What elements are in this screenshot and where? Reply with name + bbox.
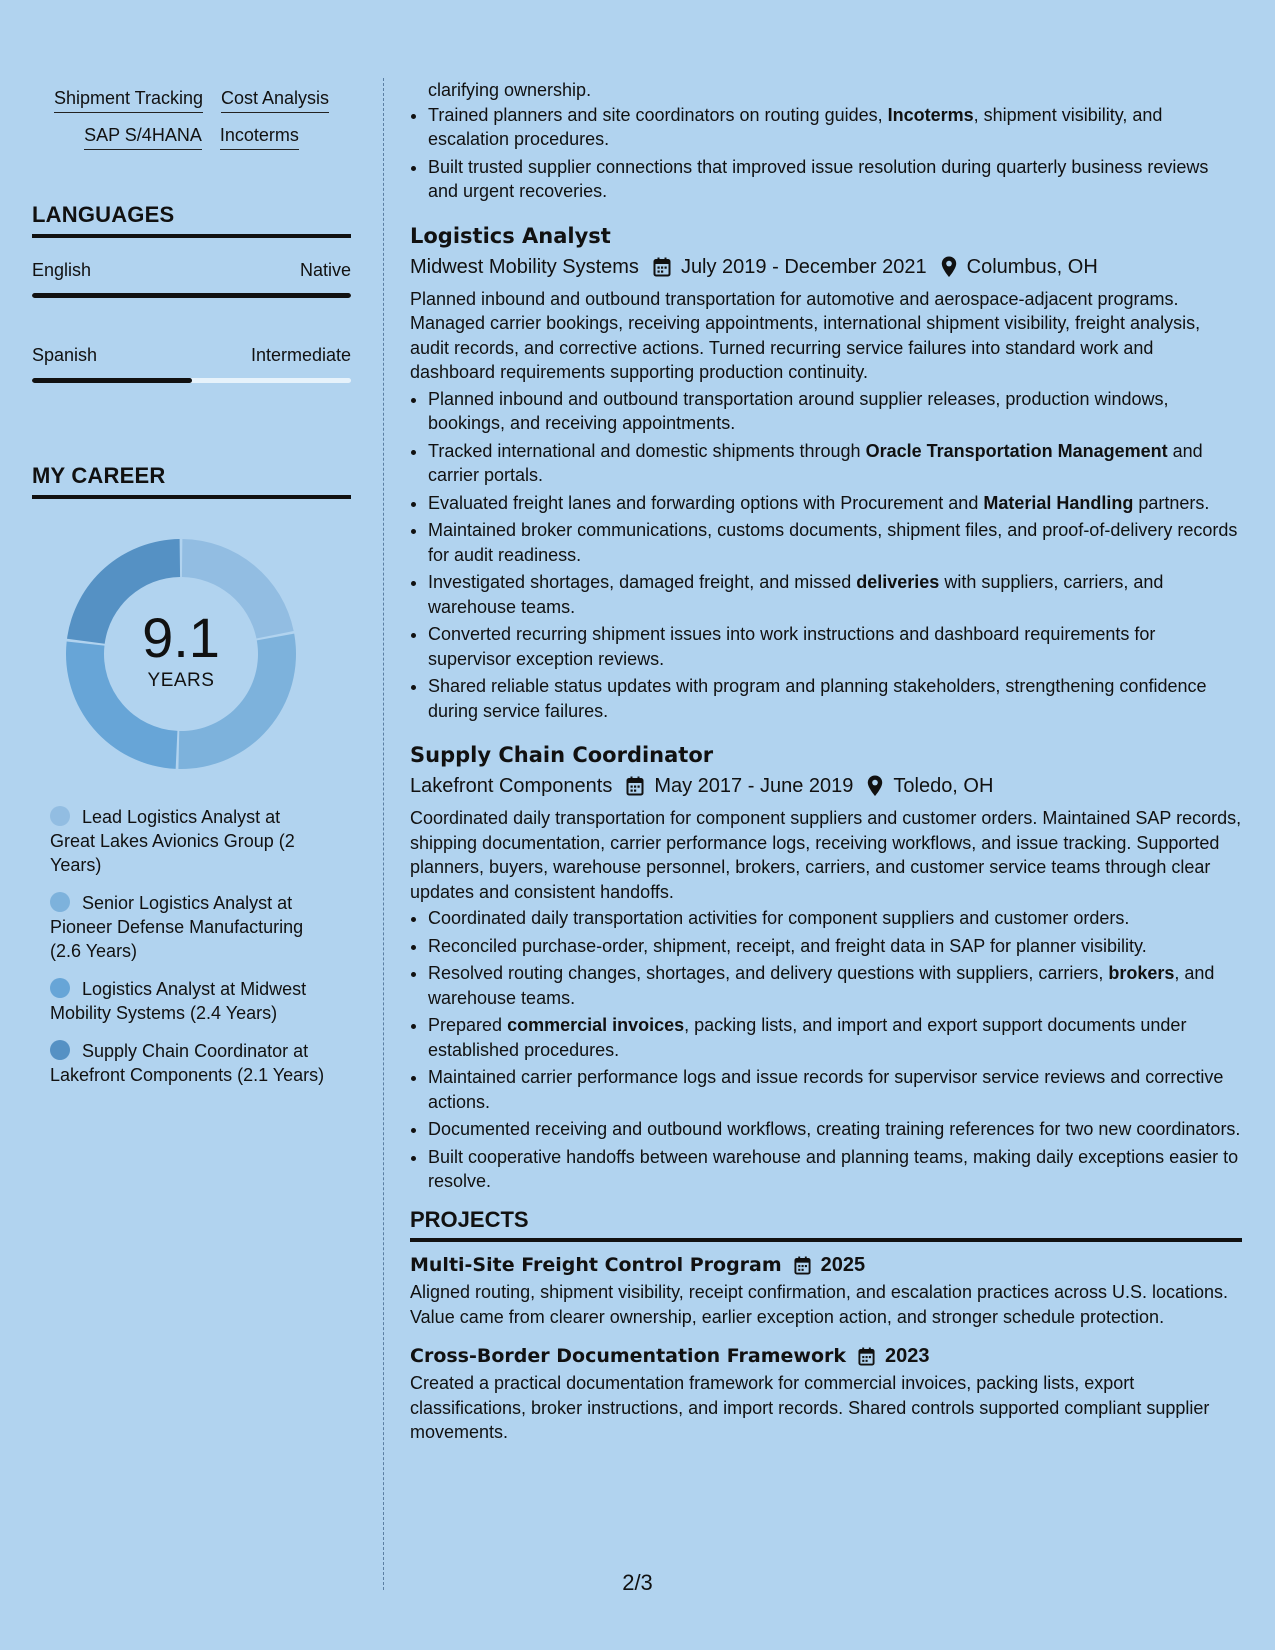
skill-tag: SAP S/4HANA xyxy=(84,125,202,150)
job-company: Midwest Mobility Systems xyxy=(410,255,639,278)
bold-keyword: commercial invoices xyxy=(507,1015,685,1035)
language-level-fill xyxy=(32,378,192,383)
project-title-row xyxy=(410,1252,1242,1278)
bullet-item: • Maintained broker communications, customs documents, shipment files, and proof-of-delivery records for audit readiness. xyxy=(428,518,1242,567)
job-entry xyxy=(410,222,1242,724)
job-location: Toledo, OH xyxy=(893,775,994,797)
language-level: Native xyxy=(299,260,351,280)
bold-keyword: deliveries xyxy=(856,572,940,592)
map-pin-icon xyxy=(941,256,957,278)
sidebar xyxy=(32,80,351,1101)
job-bullets xyxy=(410,387,1242,724)
bullet-item: • Resolved routing changes, shortages, and delivery questions with suppliers, carriers, brokers, and warehouse teams. xyxy=(428,961,1242,1010)
career-total-years: 9.1 xyxy=(142,606,220,669)
calendar-icon xyxy=(626,776,644,796)
project-entry xyxy=(410,1252,1242,1329)
career-legend-item xyxy=(50,1039,330,1087)
bullet-item: • Trained planners and site coordinators on routing guides, Incoterms, shipment visibility, and escalation procedures. xyxy=(428,103,1242,152)
skill-tag: Cost Analysis xyxy=(221,88,329,113)
legend-label: Senior Logistics Analyst at Pioneer Defense Manufacturing (2.6 Years) xyxy=(50,893,304,961)
page-number-text: 2/3 xyxy=(622,1570,653,1595)
job-title: Logistics Analyst xyxy=(410,223,611,248)
previous-job-continuation: clarifying ownership. xyxy=(428,80,592,100)
bullet-item: • Built cooperative handoffs between warehouse and planning teams, making daily exceptions easier to resolve. xyxy=(428,1145,1242,1194)
job-dates: July 2019 - December 2021 xyxy=(680,255,927,278)
bullet-item: • Reconciled purchase-order, shipment, receipt, and freight data in SAP for planner visibility. xyxy=(428,934,1242,959)
career-heading: MY CAREER xyxy=(32,463,351,499)
legend-label: Logistics Analyst at Midwest Mobility Systems (2.4 Years) xyxy=(50,979,307,1023)
project-year: 2023 xyxy=(885,1345,930,1367)
language-level-bar xyxy=(32,293,351,298)
bullet-item: • Shared reliable status updates with program and planning stakeholders, strengthening confidence during service failures. xyxy=(428,674,1242,723)
project-title-row xyxy=(410,1343,1242,1369)
language-item xyxy=(32,260,351,298)
map-pin-icon xyxy=(867,775,883,797)
legend-dot xyxy=(50,1040,70,1060)
bullet-item: • Prepared commercial invoices, packing lists, and import and export support documents under established procedures. xyxy=(428,1013,1242,1062)
language-name: Spanish xyxy=(32,345,98,365)
bullet-item: • Evaluated freight lanes and forwarding options with Procurement and Material Handling partners. xyxy=(428,491,1242,516)
project-title: Cross-Border Documentation Framework xyxy=(410,1345,847,1367)
career-donut-chart xyxy=(66,539,296,769)
calendar-icon xyxy=(794,1256,811,1275)
career-total-unit: YEARS xyxy=(147,670,215,691)
language-level: Intermediate xyxy=(250,345,351,365)
language-level-bar xyxy=(32,378,351,383)
bold-keyword: Material Handling xyxy=(983,492,1134,513)
bold-keyword: brokers xyxy=(1108,963,1175,983)
legend-dot xyxy=(50,806,70,826)
job-meta xyxy=(410,772,1242,800)
skill-tag: Incoterms xyxy=(220,125,299,150)
job-title: Supply Chain Coordinator xyxy=(410,743,714,767)
job-bullets xyxy=(410,906,1242,1194)
job-description: Coordinated daily transportation for component suppliers and customer orders. Maintained SAP records, shipping documentation, carrier performance logs, receiving workflows, and issue tracking. Supported planners, buyers, warehouse personnel, brokers, carriers, and customer service teams through clear updates and consistent handoffs. xyxy=(410,808,1242,902)
previous-job-bullets xyxy=(410,103,1242,204)
job-company: Lakefront Components xyxy=(410,775,613,797)
page-number xyxy=(0,1570,1275,1596)
legend-label: Supply Chain Coordinator at Lakefront Components (2.1 Years) xyxy=(50,1041,325,1085)
language-level-fill xyxy=(32,293,351,298)
language-name: English xyxy=(32,260,92,280)
job-meta xyxy=(410,253,1242,281)
projects-heading: PROJECTS xyxy=(410,1208,1242,1243)
career-legend-item xyxy=(50,977,330,1025)
bold-keyword: Oracle Transportation Management xyxy=(865,440,1168,461)
skill-tag: Shipment Tracking xyxy=(54,88,203,113)
job-location: Columbus, OH xyxy=(966,255,1098,278)
languages-heading: LANGUAGES xyxy=(32,202,351,238)
column-divider xyxy=(383,78,384,1590)
bullet-item: • Planned inbound and outbound transportation around supplier releases, production windows, bookings, and receiving appointments. xyxy=(428,387,1242,436)
legend-dot xyxy=(50,892,70,912)
calendar-icon xyxy=(653,257,671,277)
bullet-item: • Built trusted supplier connections that improved issue resolution during quarterly business reviews and urgent recoveries. xyxy=(428,155,1242,204)
project-description: Aligned routing, shipment visibility, receipt confirmation, and escalation practices across U.S. locations. Value came from clearer ownership, earlier exception action, and stronger schedule protection. xyxy=(410,1282,1229,1327)
bullet-item: • Documented receiving and outbound workflows, creating training references for two new coordinators. xyxy=(428,1117,1242,1142)
bullet-item: • Coordinated daily transportation activities for component suppliers and customer orders. xyxy=(428,906,1242,931)
bullet-item: • Maintained carrier performance logs and issue records for supervisor service reviews and corrective actions. xyxy=(428,1065,1242,1114)
bullet-item: • Investigated shortages, damaged freight, and missed deliveries with suppliers, carriers, and warehouse teams. xyxy=(428,570,1242,619)
project-title: Multi-Site Freight Control Program xyxy=(410,1254,782,1276)
job-description: Planned inbound and outbound transportation for automotive and aerospace-adjacent programs. Managed carrier bookings, receiving appointments, international shipment visibility, freight analysis, audit records, and corrective actions. Turned recurring service failures into standard work and dashboard requirements supporting production continuity. xyxy=(410,288,1201,382)
bullet-item: • Converted recurring shipment issues into work instructions and dashboard requirements for supervisor exception reviews. xyxy=(428,622,1242,671)
career-legend xyxy=(32,805,351,1087)
bullet-item: • Tracked international and domestic shipments through Oracle Transportation Management and carrier portals. xyxy=(428,439,1242,488)
bold-keyword: Incoterms xyxy=(887,104,974,125)
legend-label: Lead Logistics Analyst at Great Lakes Avionics Group (2 Years) xyxy=(50,807,295,875)
project-year: 2025 xyxy=(820,1254,866,1276)
career-donut-center xyxy=(66,539,296,769)
language-item xyxy=(32,345,351,383)
project-entry xyxy=(410,1343,1242,1445)
calendar-icon xyxy=(858,1347,875,1366)
career-legend-item xyxy=(50,891,330,963)
job-entry xyxy=(410,741,1242,1194)
skills-list xyxy=(32,80,351,150)
project-description: Created a practical documentation framework for commercial invoices, packing lists, export classifications, broker instructions, and import records. Shared controls supported compliant supplier movements. xyxy=(410,1373,1210,1442)
job-dates: May 2017 - June 2019 xyxy=(654,775,854,797)
legend-dot xyxy=(50,978,70,998)
main-column xyxy=(410,78,1242,1459)
career-legend-item xyxy=(50,805,330,877)
